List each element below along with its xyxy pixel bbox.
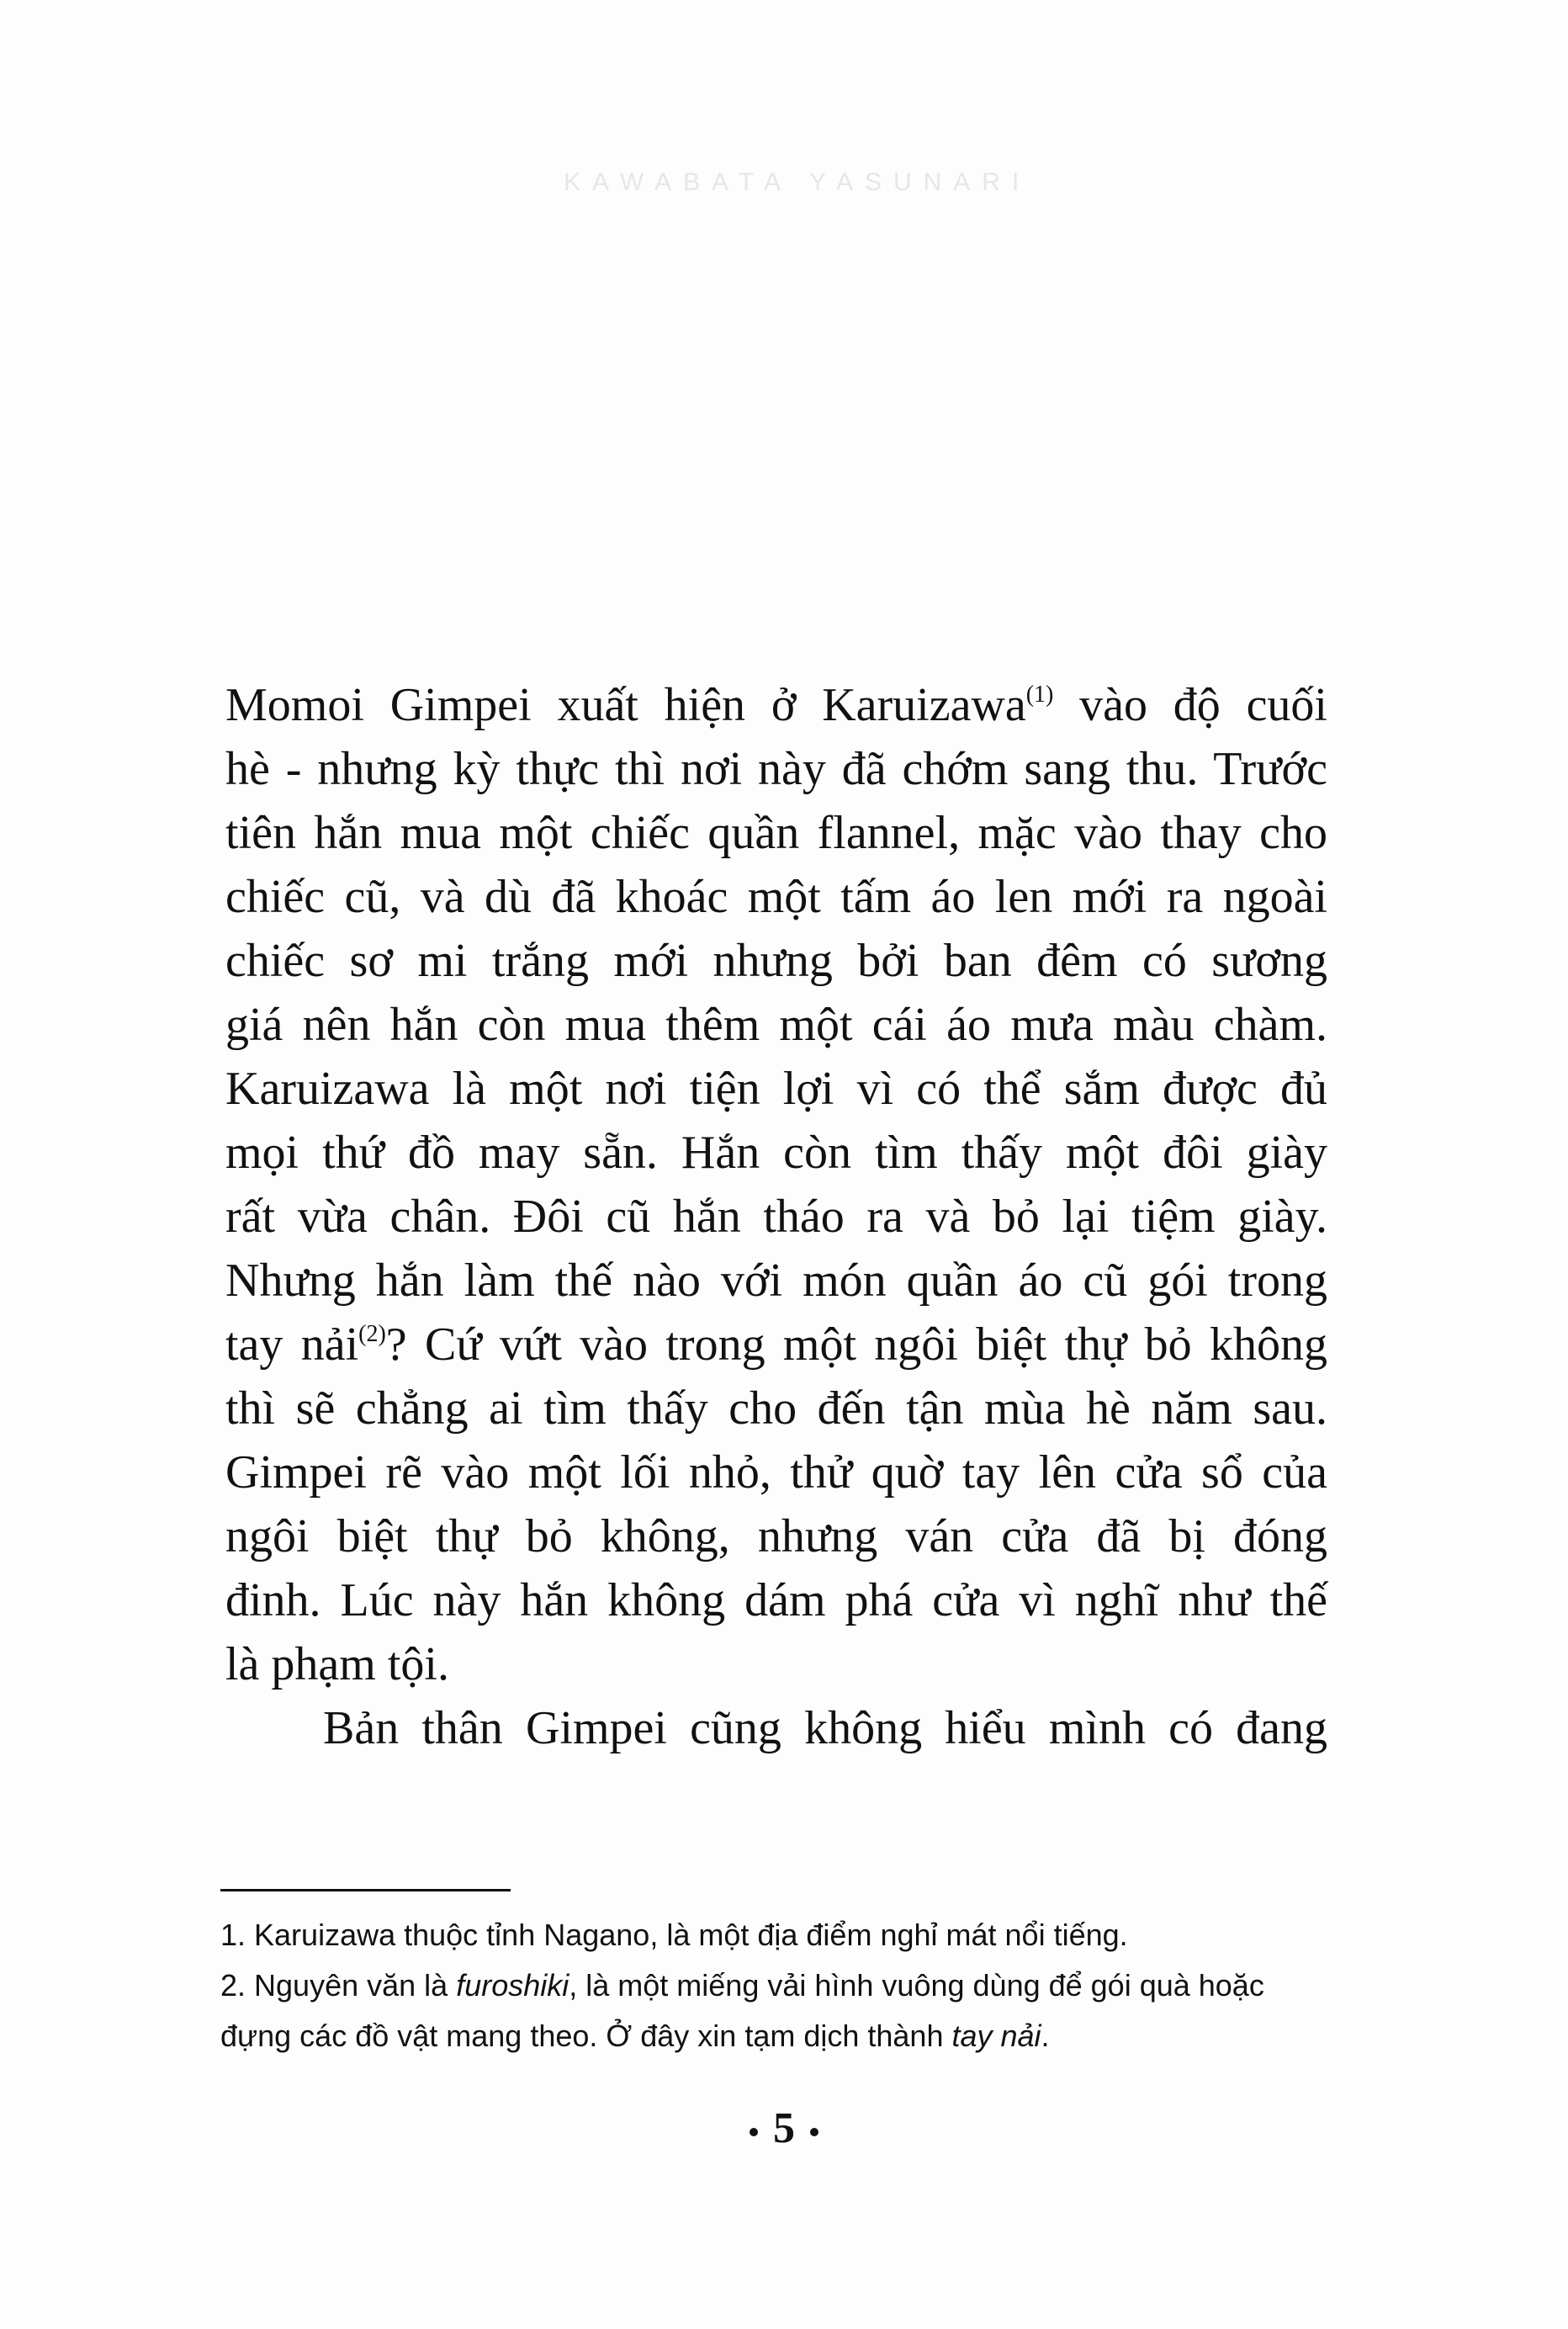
footnote-2-continued: đựng các đồ vật mang theo. Ở đây xin tạm dịch thành tay nải.	[220, 2019, 1050, 2053]
footnote-divider	[220, 1889, 511, 1891]
footnote-2: 2. Nguyên văn là furoshiki, là một miếng vải hình vuông dùng để gói quà hoặc	[220, 1968, 1264, 2003]
text-line: chiếc sơ mi trắng mới nhưng bởi ban đêm có sương	[225, 935, 1327, 987]
text-line: hè - nhưng kỳ thực thì nơi này đã chớm sang thu. Trước	[225, 743, 1327, 795]
bullet-right-icon	[810, 2128, 818, 2136]
bullet-left-icon	[750, 2128, 758, 2136]
body-text	[225, 673, 1327, 1760]
text-line: Nhưng hắn làm thế nào với món quần áo cũ gói trong	[225, 1255, 1327, 1307]
text-line: là phạm tội.	[225, 1638, 449, 1690]
footnote-ref-1[interactable]: (1)	[1025, 682, 1054, 708]
text-line: Momoi Gimpei xuất hiện ở Karuizawa$^{(1)}$ vào độ cuối	[225, 679, 1327, 731]
footnote-1: 1. Karuizawa thuộc tỉnh Nagano, là một địa điểm nghỉ mát nổi tiếng.	[220, 1918, 1128, 1952]
text-line: chiếc cũ, và dù đã khoác một tấm áo len mới ra ngoài	[225, 871, 1327, 923]
text-line: rất vừa chân. Đôi cũ hắn tháo ra và bỏ lại tiệm giày.	[225, 1191, 1327, 1243]
footnotes	[220, 1910, 1331, 2061]
text-line: ngôi biệt thự bỏ không, nhưng ván cửa đã bị đóng	[225, 1510, 1327, 1562]
text-line: Gimpei rẽ vào một lối nhỏ, thử quờ tay lên cửa sổ của	[225, 1446, 1327, 1499]
text-line: tiên hắn mua một chiếc quần flannel, mặc vào thay cho	[225, 807, 1327, 859]
text-line: mọi thứ đồ may sẵn. Hắn còn tìm thấy một đôi giày	[225, 1127, 1327, 1179]
text-line: Bản thân Gimpei cũng không hiểu mình có đang	[323, 1702, 1327, 1754]
text-line: giá nên hắn còn mua thêm một cái áo mưa màu chàm.	[225, 999, 1327, 1051]
text-line: tay nải$^{(2)}$? Cứ vứt vào trong một ngôi biệt thự bỏ không	[225, 1318, 1327, 1371]
footnote-ref-2[interactable]: (2)	[358, 1321, 386, 1347]
text-line: đinh. Lúc này hắn không dám phá cửa vì nghĩ như thế	[225, 1574, 1327, 1626]
page-number: 5	[700, 2104, 868, 2153]
faded-running-header: KAWABATA YASUNARI	[564, 168, 1031, 196]
text-line: thì sẽ chẳng ai tìm thấy cho đến tận mùa hè năm sau.	[225, 1382, 1327, 1435]
text-line: Karuizawa là một nơi tiện lợi vì có thể sắm được đủ	[225, 1063, 1327, 1115]
